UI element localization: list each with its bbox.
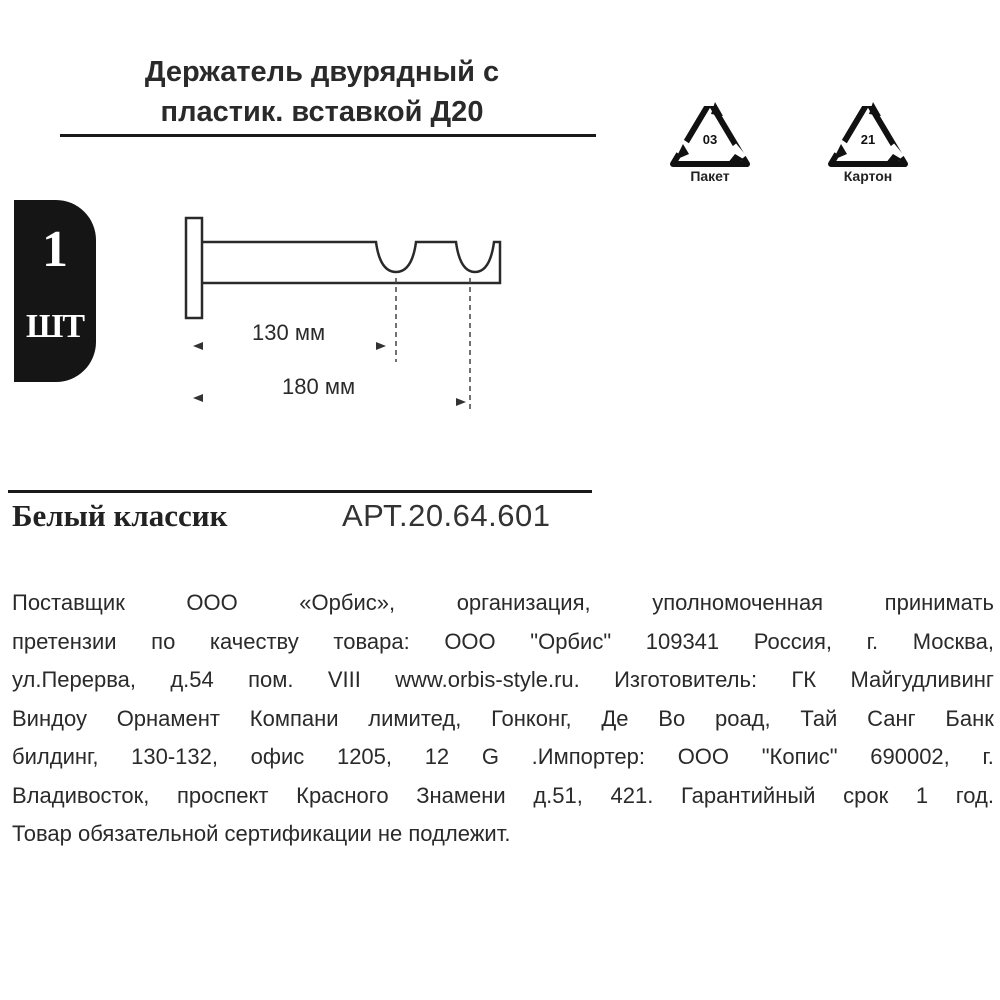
article-number: АРТ.20.64.601 bbox=[342, 498, 551, 533]
dimension-arrow-left-2 bbox=[193, 394, 203, 402]
dimension-arrow-left-1 bbox=[193, 342, 203, 350]
info-line: Товар обязательной сертификации не подлежит. bbox=[12, 821, 511, 846]
wall-plate bbox=[186, 218, 202, 318]
product-name: Белый классик bbox=[12, 498, 228, 533]
info-line: Владивосток, проспект Красного Знамени д.51, 421. Гарантийный срок 1 год. bbox=[12, 782, 994, 808]
product-title-line-2: пластик. вставкой Д20 bbox=[160, 96, 484, 128]
bracket-arm bbox=[202, 242, 500, 283]
info-line: ул.Перерва, д.54 пом. VIII www.orbis-style.ru. Изготовитель: ГК Майгудливинг bbox=[12, 667, 994, 692]
info-line: претензии по качеству товара: ООО "Орбис" 109341 Россия, г. Москва, bbox=[12, 628, 994, 654]
dimension-180-label: 180 мм bbox=[282, 374, 356, 399]
dimension-arrow-right-1 bbox=[376, 342, 386, 350]
section-divider bbox=[8, 490, 592, 493]
recycle-code-text: 03 bbox=[702, 132, 718, 147]
supplier-info bbox=[12, 584, 994, 854]
quantity-unit: ШТ bbox=[25, 308, 84, 345]
info-line: билдинг, 130-132, офис 1205, 12 G .Импортер: ООО "Копис" 690002, г. bbox=[12, 744, 994, 769]
info-line: Виндоу Орнамент Компани лимитед, Гонконг, Де Во роад, Тай Санг Банк bbox=[12, 705, 994, 731]
dimension-130-label: 130 мм bbox=[252, 320, 326, 345]
recycle-label: Пакет bbox=[690, 168, 730, 184]
dimension-arrow-right-2 bbox=[456, 398, 466, 406]
info-line: Поставщик ООО «Орбис», организация, уполномоченная принимать bbox=[12, 590, 994, 615]
product-title-line-1: Держатель двурядный с bbox=[144, 56, 500, 88]
recycle-code-text: 21 bbox=[860, 132, 876, 147]
recycle-label: Картон bbox=[843, 168, 893, 184]
bracket-drawing bbox=[0, 0, 1000, 480]
quantity-value: 1 bbox=[42, 221, 68, 278]
